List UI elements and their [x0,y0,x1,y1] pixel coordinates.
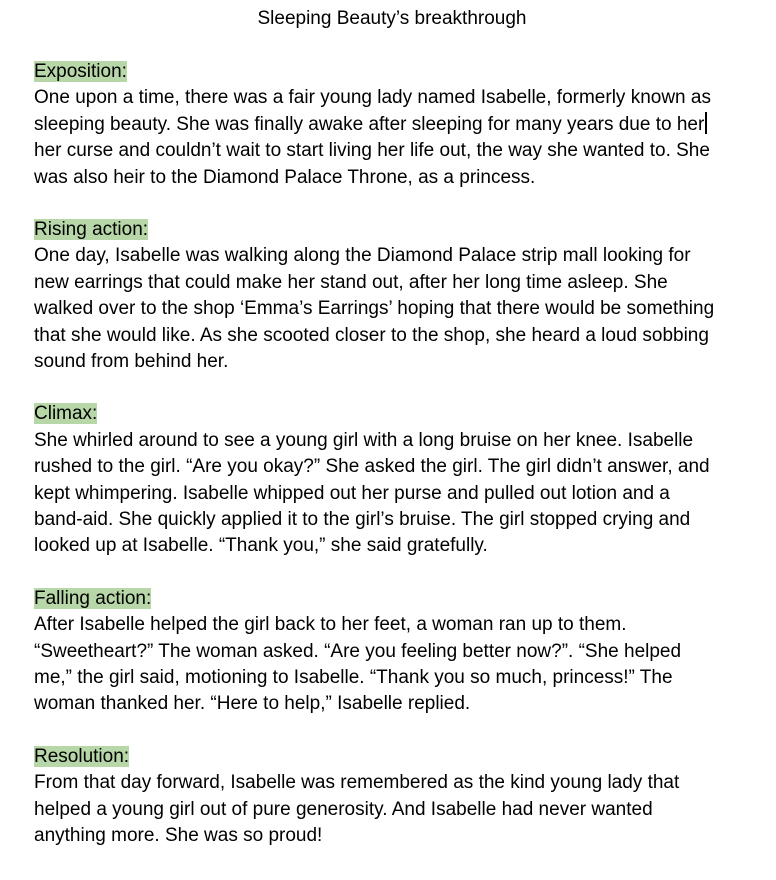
section-body[interactable] [34,85,750,191]
section-body[interactable] [34,428,750,560]
section-falling-action [34,586,750,718]
text-line[interactable]: She whirled around to see a young girl with a long bruise on her knee. Isabelle [34,429,694,451]
heading-highlight[interactable]: Rising action: [34,219,149,241]
text-line[interactable]: One upon a time, there was a fair young lady named Isabelle, formerly known as [34,87,711,109]
section-climax [34,401,750,559]
text-line[interactable]: From that day forward, Isabelle was remembered as the kind young lady that [34,772,680,794]
text-line[interactable]: was also heir to the Diamond Palace Throne, as a princess. [34,166,536,188]
text-line-content[interactable]: sleeping beauty. She was finally awake after sleeping for many years due to her [34,113,705,135]
text-line[interactable]: woman thanked her. “Here to help,” Isabelle replied. [34,693,471,715]
section-heading[interactable] [34,744,750,770]
section-rising-action [34,217,750,375]
text-line[interactable]: band-aid. She quickly applied it to the girl’s bruise. The girl stopped crying and [34,509,691,531]
text-line[interactable]: One day, Isabelle was walking along the Diamond Palace strip mall looking for [34,245,691,267]
section-heading[interactable] [34,586,750,612]
text-line[interactable]: sound from behind her. [34,351,229,373]
heading-highlight[interactable]: Falling action: [34,587,152,609]
section-heading[interactable] [34,59,750,85]
section-body[interactable] [34,243,750,375]
text-line[interactable]: helped a young girl out of pure generosity. And Isabelle had never wanted [34,798,653,820]
section-body[interactable] [34,612,750,718]
section-exposition [34,59,750,191]
text-line[interactable]: me,” the girl said, motioning to Isabelle. “Thank you so much, princess!” The [34,667,673,689]
text-line[interactable]: After Isabelle helped the girl back to her feet, a woman ran up to them. [34,614,627,636]
text-line[interactable]: that she would like. As she scooted closer to the shop, she heard a loud sobbing [34,324,709,346]
text-line[interactable]: walked over to the shop ‘Emma’s Earrings’ hoping that there would be something [34,298,715,320]
document-page[interactable] [34,6,750,875]
text-line[interactable]: looked up at Isabelle. “Thank you,” she said gratefully. [34,535,488,557]
section-body[interactable] [34,770,750,849]
document-title[interactable]: Sleeping Beauty’s breakthrough [257,8,527,29]
text-line[interactable]: anything more. She was so proud! [34,825,323,847]
text-line[interactable]: “Sweetheart?” The woman asked. “Are you feeling better now?”. “She helped [34,640,682,662]
text-line[interactable] [34,112,750,138]
text-cursor [705,112,707,134]
section-heading[interactable] [34,217,750,243]
heading-highlight[interactable]: Exposition: [34,61,127,82]
heading-highlight[interactable]: Resolution: [34,745,130,767]
text-line[interactable]: her curse and couldn’t wait to start living her life out, the way she wanted to. She [34,140,710,162]
text-line[interactable]: kept whimpering. Isabelle whipped out her purse and pulled out lotion and a [34,482,670,504]
heading-highlight[interactable]: Climax: [34,403,98,425]
section-heading[interactable] [34,401,750,427]
text-line[interactable]: new earrings that could make her stand out, after her long time asleep. She [34,271,668,293]
text-line[interactable]: rushed to the girl. “Are you okay?” She asked the girl. The girl didn’t answer, and [34,456,710,478]
section-resolution [34,744,750,850]
